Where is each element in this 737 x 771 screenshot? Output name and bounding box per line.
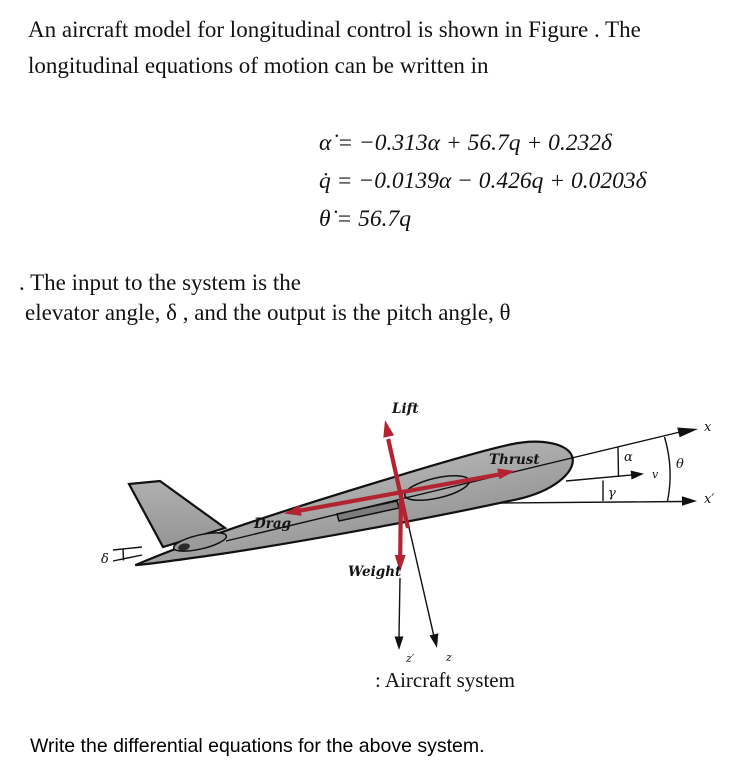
description-line-2: elevator angle, δ , and the output is the pitch angle, θ xyxy=(25,300,511,325)
velocity-vector xyxy=(566,468,659,481)
x-prime-label: x′ xyxy=(704,492,715,507)
description-paragraph xyxy=(19,268,719,328)
description-line-1: . The input to the system is the xyxy=(19,270,301,295)
theta-angle-mark xyxy=(665,437,685,501)
question-text: Write the differential equations for the above system. xyxy=(30,735,485,757)
theta-label: θ xyxy=(676,457,684,472)
alpha-angle-mark xyxy=(618,448,633,478)
gamma-angle-mark xyxy=(603,481,616,502)
equation-alpha-dot: α̇ = −0.313α + 56.7q + 0.232δ xyxy=(319,130,612,156)
z-prime-axis xyxy=(395,578,415,665)
lift-label: Lift xyxy=(392,401,419,417)
v-label: v xyxy=(652,468,659,481)
drag-label: Drag xyxy=(254,516,292,532)
x-axis-label: x xyxy=(704,420,712,435)
delta-label: δ xyxy=(101,552,109,567)
intro-line-2: longitudinal equations of motion can be written in xyxy=(28,53,489,78)
z-label: z xyxy=(446,651,452,664)
z-prime-label: z′ xyxy=(406,652,415,665)
thrust-label: Thrust xyxy=(489,452,540,468)
alpha-label: α xyxy=(624,450,633,465)
gamma-label: γ xyxy=(608,486,616,501)
aircraft-figure xyxy=(0,388,737,666)
equations-block xyxy=(319,124,647,238)
figure-caption: : Aircraft system xyxy=(375,668,515,692)
equation-q-dot: q̇ = −0.0139α − 0.426q + 0.0203δ xyxy=(319,168,647,194)
weight-label: Weight xyxy=(348,564,402,580)
intro-paragraph xyxy=(28,12,718,84)
equation-theta-dot: θ̇ = 56.7q xyxy=(319,206,412,232)
intro-line-1: An aircraft model for longitudinal control is shown in Figure . The xyxy=(28,17,641,42)
